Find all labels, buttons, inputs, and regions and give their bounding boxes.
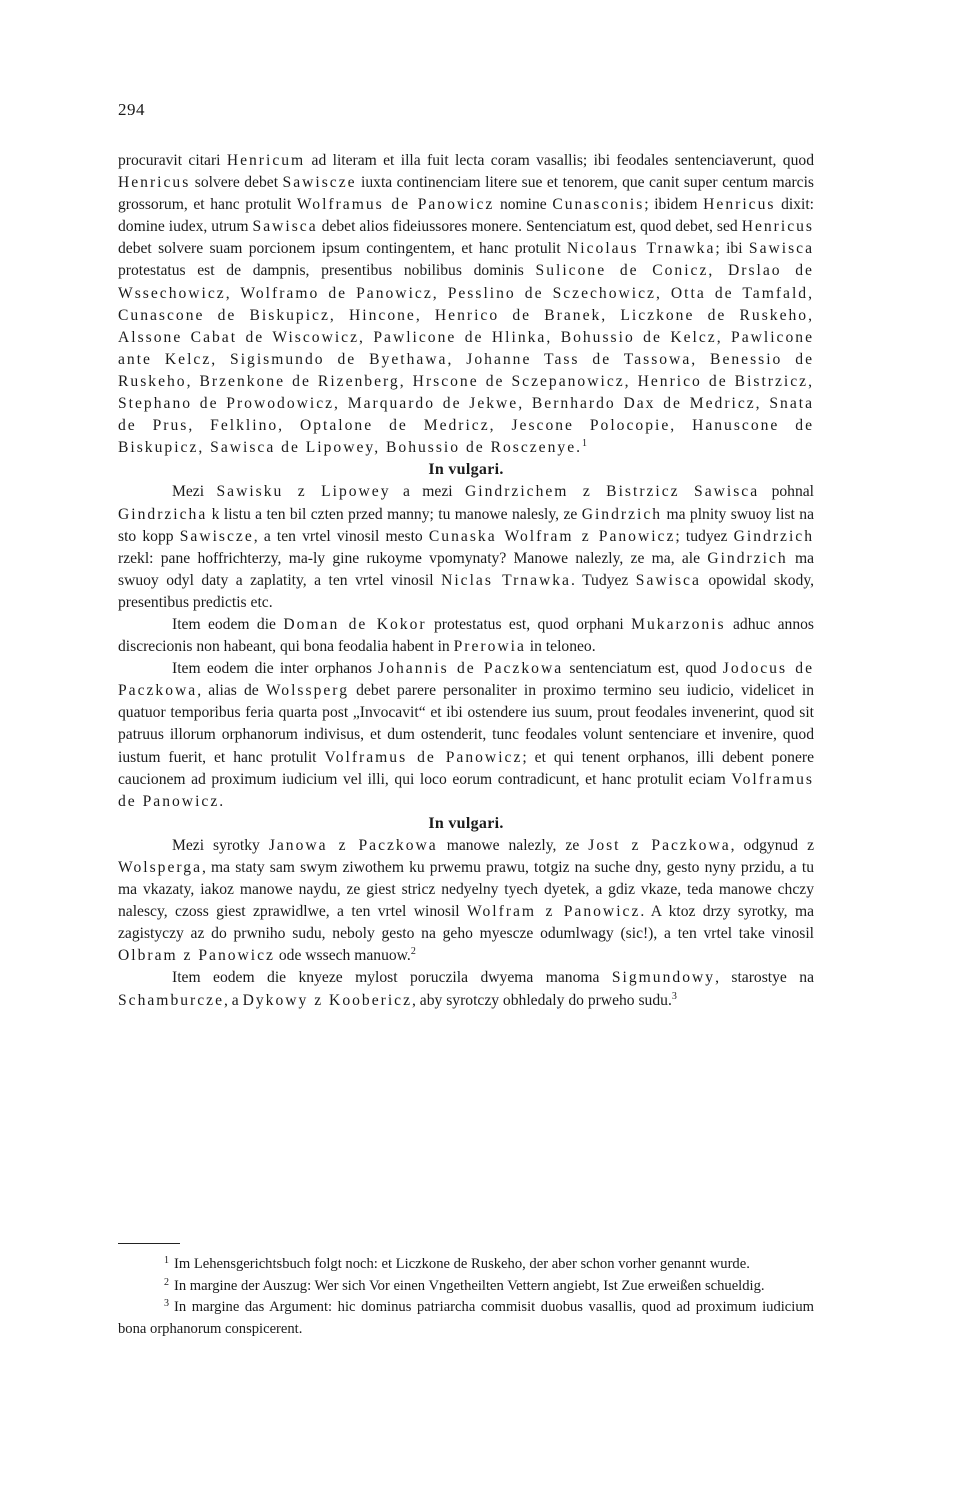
text-run: ; ibi (715, 240, 749, 258)
text-run: ; ibidem (644, 196, 704, 214)
spaced-name: Sigmundowy (611, 969, 716, 987)
spaced-name: Henricus (118, 174, 191, 192)
spaced-name: Jodocus de Paczkowa (118, 660, 814, 700)
paragraph (118, 658, 814, 813)
footnote (118, 1254, 814, 1276)
paragraph (118, 614, 814, 658)
text-run: ; tudyez (675, 527, 734, 545)
text-run: debet parere personaliter in proximo termino seu iudicio, videlicet in quatuor temporibus feria quarta post „Invocavit“ et ibi ostendere ius suum, prout feodales invenerint, quod sit patruus illorum orphanorum indivisus, et dum ostenderit, tunc feodales volunt sentenciare et invenire, quod iustum fuerit, et hanc protulit (118, 682, 814, 766)
footnote (118, 1297, 814, 1340)
text-run: . Tudyez (570, 571, 636, 589)
footnote-mark: 2 (164, 1276, 169, 1288)
text-run: , a (224, 991, 243, 1009)
text-run: , ma staty sam swym ziwothem ku prwemu prawu, totgiz na suche dny, gesto nyny przidu, a tu ma vkazaty, iakoz manowe naydu, ze giest stricz nedyelny tyech dyetek, a gdiz vkaze, teda manowe chczy nalescy, czoss giest zprawidlwe, a ten vrtel winosil (118, 859, 814, 921)
text-run: . A ktoz drzy syrotky, ma zagistyczy az do prwniho sudu, neboly gesto na geho myescze odumlwagy (sic!), a ten vrtel take vinosil (118, 903, 814, 943)
text-run: Item eodem die inter orphanos (172, 660, 379, 678)
spaced-name: Henricum (226, 152, 306, 169)
text-run: k listu a ten bil czten przed manny; tu manowe nalesly, ze (207, 505, 582, 523)
footnote-reference: 2 (410, 946, 416, 958)
spaced-name: Gindrzich (581, 505, 663, 523)
spaced-name: Dykowy z Koobericz (242, 991, 412, 1009)
spaced-name: Prerowia (453, 638, 526, 656)
spaced-name: Doman de Kokor (283, 615, 427, 633)
footnote-rule (118, 1243, 180, 1244)
text-run: debet solvere suam porcionem ipsum contingentem, et hanc protulit (118, 240, 568, 258)
spaced-name: Cunasconis (552, 196, 645, 214)
text-run: ad literam et illa fuit lecta coram vasallis; ibi feodales sentenciaverunt, quod (305, 152, 814, 169)
spaced-name: Wolssperg (265, 682, 349, 700)
page-number: 294 (118, 100, 145, 119)
footnote-text: In margine das Argument: hic dominus patriarcha commisit duobus vasallis, quod ad proximum iudicium bona orphanorum conspicerent. (118, 1299, 814, 1337)
text-run: dixit: domine iudex, utrum (118, 196, 814, 236)
text-run: manowe nalezly, ze (437, 836, 589, 854)
paragraph (118, 150, 814, 459)
spaced-name: Henricus (703, 196, 776, 214)
text-run: protestatus est de dampnis, presentibus nobilibus dominis (118, 262, 536, 280)
spaced-name: Volframus de Panowicz (324, 748, 523, 766)
footnotes (118, 1254, 814, 1340)
paragraph (118, 835, 814, 968)
spaced-name: Wolfram z Panowicz (467, 903, 641, 921)
text-run: nomine (494, 196, 553, 214)
text-run: Mezi (172, 483, 217, 501)
spaced-name: Nicolaus Trnawka (567, 240, 716, 258)
text-run: opowidal skody, presentibus predictis etc. (118, 571, 815, 611)
text-run: , a ten vrtel vinosil mesto (253, 527, 429, 545)
spaced-name: Gindrzichem z Bistrzicz Sawisca (465, 483, 760, 501)
spaced-name: Johannis de Paczkowa (378, 660, 564, 678)
text-run: adhuc annos discrecionis non habeant, qui bona feodalia habent in (118, 615, 814, 656)
footnote-text: In margine der Auszug: Wer sich Vor einen Vngetheilten Vettern angiebt, Ist Zue erweißen schueldig. (174, 1277, 765, 1294)
spaced-name: Sawisca (748, 240, 815, 258)
text-run: a mezi (390, 483, 466, 501)
spaced-name: Wolframus de Panowicz (296, 196, 495, 214)
spaced-name: Gindrzich (707, 549, 788, 567)
text-run: ; et qui tenent orphanos, illi debent ponere caucionem ad proximum iudicium vel illi, qui loco eorum contradicunt, et hanc protulit eciam (118, 748, 814, 788)
paragraph (118, 481, 814, 614)
text-run: Item eodem die knyeze mylost poruczila dwyema manoma (172, 969, 612, 987)
text-run: debet alios fideiussores monere. Sentenciatum est, quod debet, sed (317, 218, 742, 236)
spaced-name: Sulicone de Conicz, Drslao de Wssechowicz, Wolframo de Panowicz, Pesslino de Sczechowicz, Otta de Tamfald, Cunascone de Biskupicz, Hincone, Henrico de Branek, Liczkone de Ruskeho, Alssone Cabat de Wiscowicz, Pawlicone de Hlinka, Bohussio de Kelcz, Pawlicone ante Kelcz, Sigismundo de Byethawa, Johanne Tass de Tassowa, Benessio de Ruskeho, Brzenkone de Rizenberg, Hrscone de Sczepanowicz, Henrico de Bistrzicz, Stephano de Prowodowicz, Marquardo de Jekwe, Bernhardo Dax de Medricz, Snata de Prus, Felklino, Optalone de Medricz, Jescone Polocopie, Hanuscone de Biskupicz, Sawisca de Lipowey, Bohussio de Rosczenye. (118, 262, 814, 457)
section-heading: In vulgari. (428, 461, 504, 479)
text-run: iuxta continenciam litere sue et tenorem, que canit super centum marcis grossorum, et hanc protulit (118, 174, 815, 214)
spaced-name: Wolsperga (118, 859, 203, 876)
spaced-name: Gindrzich (733, 527, 814, 545)
spaced-name: Olbram z Panowicz (118, 947, 275, 965)
spaced-name: Cunaska Wolfram z Panowicz (428, 527, 676, 545)
spaced-name: Sawisku z Lipowey (216, 483, 391, 501)
text-run: , aby syrotczy obhledaly do prweho sudu. (412, 991, 672, 1009)
text-run: protestatus est, quod orphani (426, 615, 632, 633)
text-run: procuravit citari (118, 152, 227, 169)
section-heading: In vulgari. (428, 814, 504, 832)
spaced-name: Henricus (741, 218, 814, 236)
spaced-name: Gindrzicha (118, 505, 208, 523)
text-run: Item eodem die (172, 615, 284, 633)
text-run: ma plnity swuoy list na sto kopp (118, 505, 814, 545)
text-run: , alias de (197, 682, 266, 700)
footnote-reference: 1 (582, 438, 588, 450)
spaced-name: Mukarzonis (631, 615, 726, 633)
text-run: solvere debet (190, 174, 283, 192)
spaced-name: Sawisca (635, 571, 701, 589)
text-run: sentenciatum est, quod (563, 660, 723, 678)
text-run: . (219, 792, 224, 810)
text-run: rzekl: pane hoffrichterzy, ma-ly gine rukoyme vpomynaty? Manowe nalezly, ze ma, ale (118, 549, 708, 567)
text-run: ma swuoy odyl daty a zaplatity, a ten vrtel vinosil (118, 549, 814, 589)
footnote-text: Im Lehensgerichtsbuch folgt noch: et Liczkone de Ruskeho, der aber schon vorher genannt wurde. (174, 1256, 750, 1272)
text-run: , starostye na (715, 969, 814, 987)
spaced-name: Schamburcze (118, 991, 224, 1009)
spaced-name: Volframus de Panowicz (118, 770, 814, 810)
footnote-mark: 3 (164, 1298, 169, 1309)
spaced-name: Sawiscze (179, 527, 254, 545)
text-run: ode wssech manuow. (274, 947, 411, 965)
body-text (118, 150, 814, 1012)
text-run: , odgynud z (730, 836, 815, 854)
footnote-reference: 3 (671, 990, 677, 1002)
footnote (118, 1276, 814, 1298)
text-run: Mezi syrotky (172, 836, 269, 854)
text-run: in teloneo. (525, 638, 596, 656)
spaced-name: Jost z Paczkowa (588, 836, 731, 854)
spaced-name: Janowa z Paczkowa (268, 836, 438, 854)
spaced-name: Sawiscze (282, 174, 357, 192)
spaced-name: Niclas Trnawka (441, 571, 571, 589)
footnote-mark: 1 (164, 1255, 169, 1266)
text-run: pohnal (759, 483, 815, 501)
paragraph (118, 967, 814, 1011)
spaced-name: Sawisca (252, 218, 318, 236)
